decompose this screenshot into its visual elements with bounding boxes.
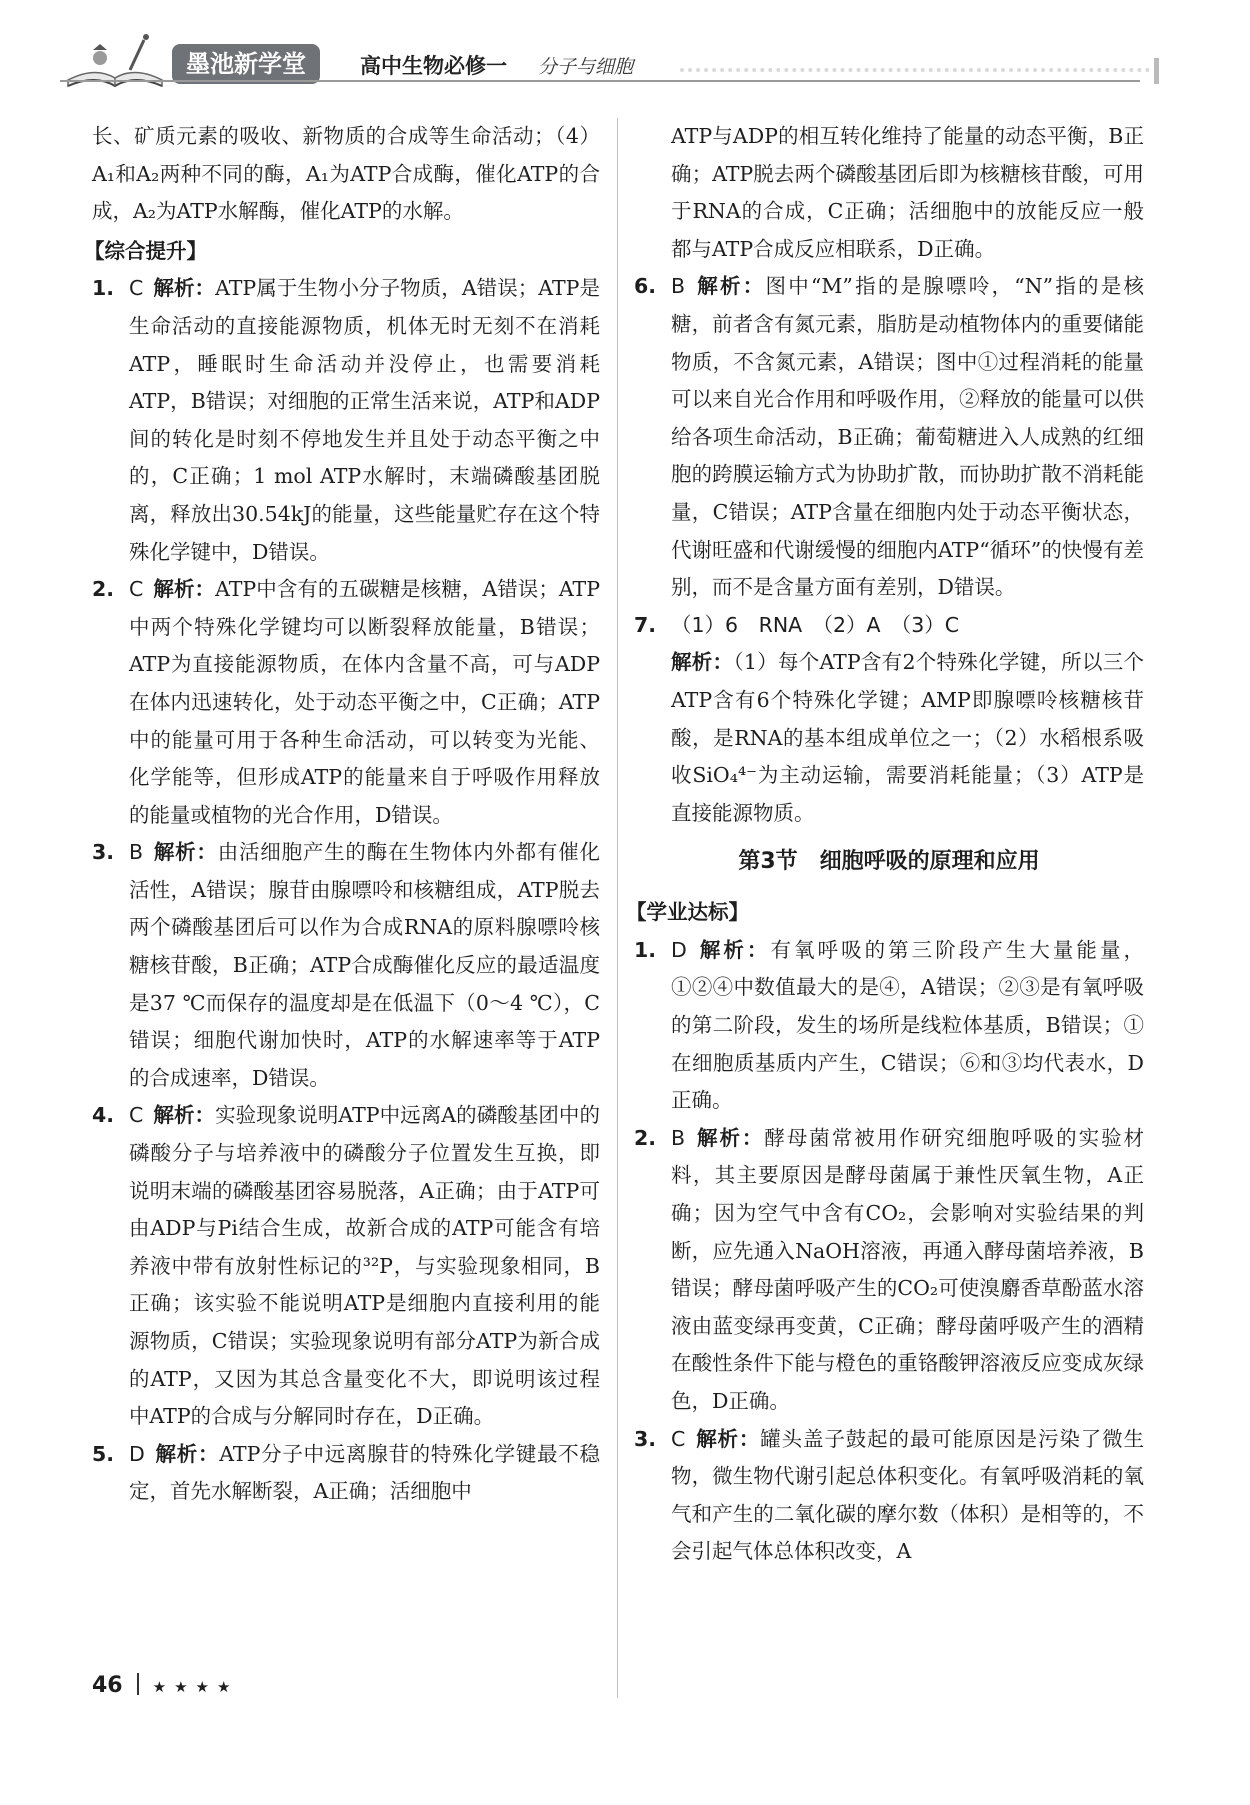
analysis-label: 解析： xyxy=(153,276,216,301)
item-number: 1. xyxy=(92,276,115,301)
page-header xyxy=(60,28,1140,100)
right-column xyxy=(626,118,1145,1571)
answer-item xyxy=(634,1120,1144,1421)
book-title: 高中生物必修一 xyxy=(360,54,507,78)
item-analysis: 酵母菌常被用作研究细胞呼吸的实验材料，其主要原因是酵母菌属于兼性厌氧生物，A正确；因为空气中含有CO₂，会影响对实验结果的判断，应先通入NaOH溶液，再通入酵母菌培养液，B错误；酵母菌呼吸产生的CO₂可使溴麝香草酚蓝水溶液由蓝变绿再变黄，C正确；酵母菌呼吸产生的酒精在酸性条件下能与橙色的重铬酸钾溶液反应变成灰绿色，D正确。 xyxy=(671,1125,1145,1413)
answer-item xyxy=(92,1436,600,1511)
intro-paragraph: 长、矿质元素的吸收、新物质的合成等生命活动；（4）A₁和A₂两种不同的酶，A₁为ATP合成酶，催化ATP的合成，A₂为ATP水解酶，催化ATP的水解。 xyxy=(92,124,600,224)
analysis-label: 解析： xyxy=(153,840,218,865)
item-analysis: （1）每个ATP含有2个特殊化学键，所以三个ATP含有6个特殊化学键；AMP即腺嘌呤核糖核苷酸，是RNA的基本组成单位之一；（2）水稻根系吸收SiO₄⁴⁻为主动运输，需要消耗能量；（3）ATP是直接能源物质。 xyxy=(671,650,1144,825)
answer-item xyxy=(92,834,600,1097)
header-dotted-line xyxy=(680,68,1150,72)
open-book-logo-icon xyxy=(60,28,170,98)
item-number: 1. xyxy=(634,937,657,962)
item-answer: D xyxy=(671,937,687,962)
item-analysis: 有氧呼吸的第三阶段产生大量能量，①②④中数值最大的是④，A错误；②③是有氧呼吸的第二阶段，发生的场所是线粒体基质，B错误；①在细胞质基质内产生，C错误；⑥和③均代表水，D正确。 xyxy=(671,937,1145,1113)
item-analysis: ATP属于生物小分子物质，A错误；ATP是生命活动的直接能源物质，机体无时无刻不在消耗ATP，睡眠时生命活动并没停止，也需要消耗ATP，B错误；对细胞的正常生活来说，ATP和ADP间的转化是时刻不停地发生并且处于动态平衡之中的，C正确；1 mol ATP水解时，末端磷酸基团脱离，释放出30.54kJ的能量，这些能量贮存在这个特殊化学键中，D错误。 xyxy=(129,276,601,564)
analysis-label: 解析： xyxy=(696,937,771,962)
item-number: 5. xyxy=(92,1441,115,1466)
analysis-label: 解析： xyxy=(671,650,734,675)
analysis-label: 解析： xyxy=(695,274,766,299)
item-answer: C xyxy=(129,1103,144,1128)
page-number: 46 xyxy=(92,1673,123,1698)
analysis-label: 解析： xyxy=(695,1125,765,1150)
footer-bar xyxy=(137,1673,139,1695)
analysis-label: 解析： xyxy=(695,1426,761,1451)
analysis-label: 解析： xyxy=(153,577,216,602)
header-end-bar xyxy=(1154,58,1159,84)
answer-item xyxy=(634,268,1144,606)
item-number: 7. xyxy=(634,612,657,637)
analysis-label: 解析： xyxy=(154,1441,220,1466)
book-subtitle: 分子与细胞 xyxy=(538,56,634,78)
answer-item xyxy=(634,932,1144,1120)
item-number: 3. xyxy=(634,1426,657,1451)
item-answer: D xyxy=(129,1441,145,1466)
item-7-analysis xyxy=(634,644,1144,832)
item-answer: C xyxy=(129,577,144,602)
left-column xyxy=(84,118,601,1511)
item-5-continuation: ATP与ADP的相互转化维持了能量的动态平衡，B正确；ATP脱去两个磷酸基团后即为核糖核苷酸，可用于RNA的合成，C正确；活细胞中的放能反应一般都与ATP合成反应相联系，D正确。 xyxy=(671,124,1144,261)
difficulty-stars: ★★★★ xyxy=(152,1678,239,1696)
item-analysis: ATP中含有的五碳糖是核糖，A错误；ATP中两个特殊化学键均可以断裂释放能量，B错误；ATP为直接能源物质，在体内含量不高，可与ADP在体内迅速转化，处于动态平衡之中，C正确；ATP中的能量可用于各种生命活动，可以转变为光能、化学能等，但形成ATP的能量来自于呼吸作用释放的能量或植物的光合作用，D错误。 xyxy=(129,577,601,827)
item-number: 6. xyxy=(634,274,657,299)
column-divider xyxy=(617,118,618,1698)
item-answer: （1）6 RNA （2）A （3）C xyxy=(671,612,960,637)
item-number: 3. xyxy=(92,840,115,865)
brand-badge: 墨池新学堂 xyxy=(172,44,320,84)
item-analysis: 实验现象说明ATP中远离A的磷酸基团中的磷酸分子与培养液中的磷酸分子位置发生互换，即说明末端的磷酸基团容易脱落，A正确；由于ATP可由ADP与Pi结合生成，故新合成的ATP可能含有培养液中带有放射性标记的³²P，与实验现象相同，B正确；该实验不能说明ATP是细胞内直接利用的能源物质，C错误；实验现象说明有部分ATP为新合成的ATP，又因为其总含量变化不大，即说明该过程中ATP的合成与分解同时存在，D正确。 xyxy=(129,1103,600,1429)
item-number: 4. xyxy=(92,1103,115,1128)
item-answer: B xyxy=(129,840,144,865)
item-analysis: 罐头盖子鼓起的最可能原因是污染了微生物，微生物代谢引起总体积变化。有氧呼吸消耗的氧气和产生的二氧化碳的摩尔数（体积）是相等的，不会引起气体总体积改变，A xyxy=(671,1426,1145,1564)
answer-item xyxy=(92,1097,600,1435)
item-number: 2. xyxy=(634,1125,657,1150)
answer-item xyxy=(92,270,600,571)
answer-item xyxy=(92,571,600,834)
header-rule xyxy=(60,80,1140,82)
item-number: 2. xyxy=(92,577,115,602)
analysis-label: 解析： xyxy=(153,1103,216,1128)
page-footer xyxy=(92,1673,238,1698)
answer-item xyxy=(634,607,1144,645)
section-title: 第3节 细胞呼吸的原理和应用 xyxy=(738,849,1040,875)
section-heading-comprehensive: 【综合提升】 xyxy=(84,238,207,263)
item-analysis: 由活细胞产生的酶在生物体内外都有催化活性，A错误；腺苷由腺嘌呤和核糖组成，ATP脱去两个磷酸基团后可以作为合成RNA的原料腺嘌呤核糖核苷酸，B正确；ATP合成酶催化反应的最适温度是37 ℃而保存的温度却是在低温下（0～4 ℃），C错误；细胞代谢加快时，ATP的水解速率等于ATP的合成速率，D错误。 xyxy=(129,840,601,1090)
item-answer: B xyxy=(671,1125,686,1150)
answer-item xyxy=(634,1421,1144,1571)
item-answer: C xyxy=(671,1426,686,1451)
section-heading-standards: 【学业达标】 xyxy=(626,900,749,925)
item-answer: C xyxy=(129,276,144,301)
item-answer: B xyxy=(671,274,686,299)
item-analysis: 图中“M”指的是腺嘌呤，“N”指的是核糖，前者含有氮元素，脂肪是动植物体内的重要储能物质，不含氮元素，A错误；图中①过程消耗的能量可以来自光合作用和呼吸作用，②释放的能量可以供给各项生命活动，B正确；葡萄糖进入人成熟的红细胞的跨膜运输方式为协助扩散，而协助扩散不消耗能量，C错误；ATP含量在细胞内处于动态平衡状态，代谢旺盛和代谢缓慢的细胞内ATP“循环”的快慢有差别，而不是含量方面有差别，D错误。 xyxy=(671,274,1144,600)
item-analysis: ATP分子中远离腺苷的特殊化学键最不稳定，首先水解断裂，A正确；活细胞中 xyxy=(129,1441,601,1504)
